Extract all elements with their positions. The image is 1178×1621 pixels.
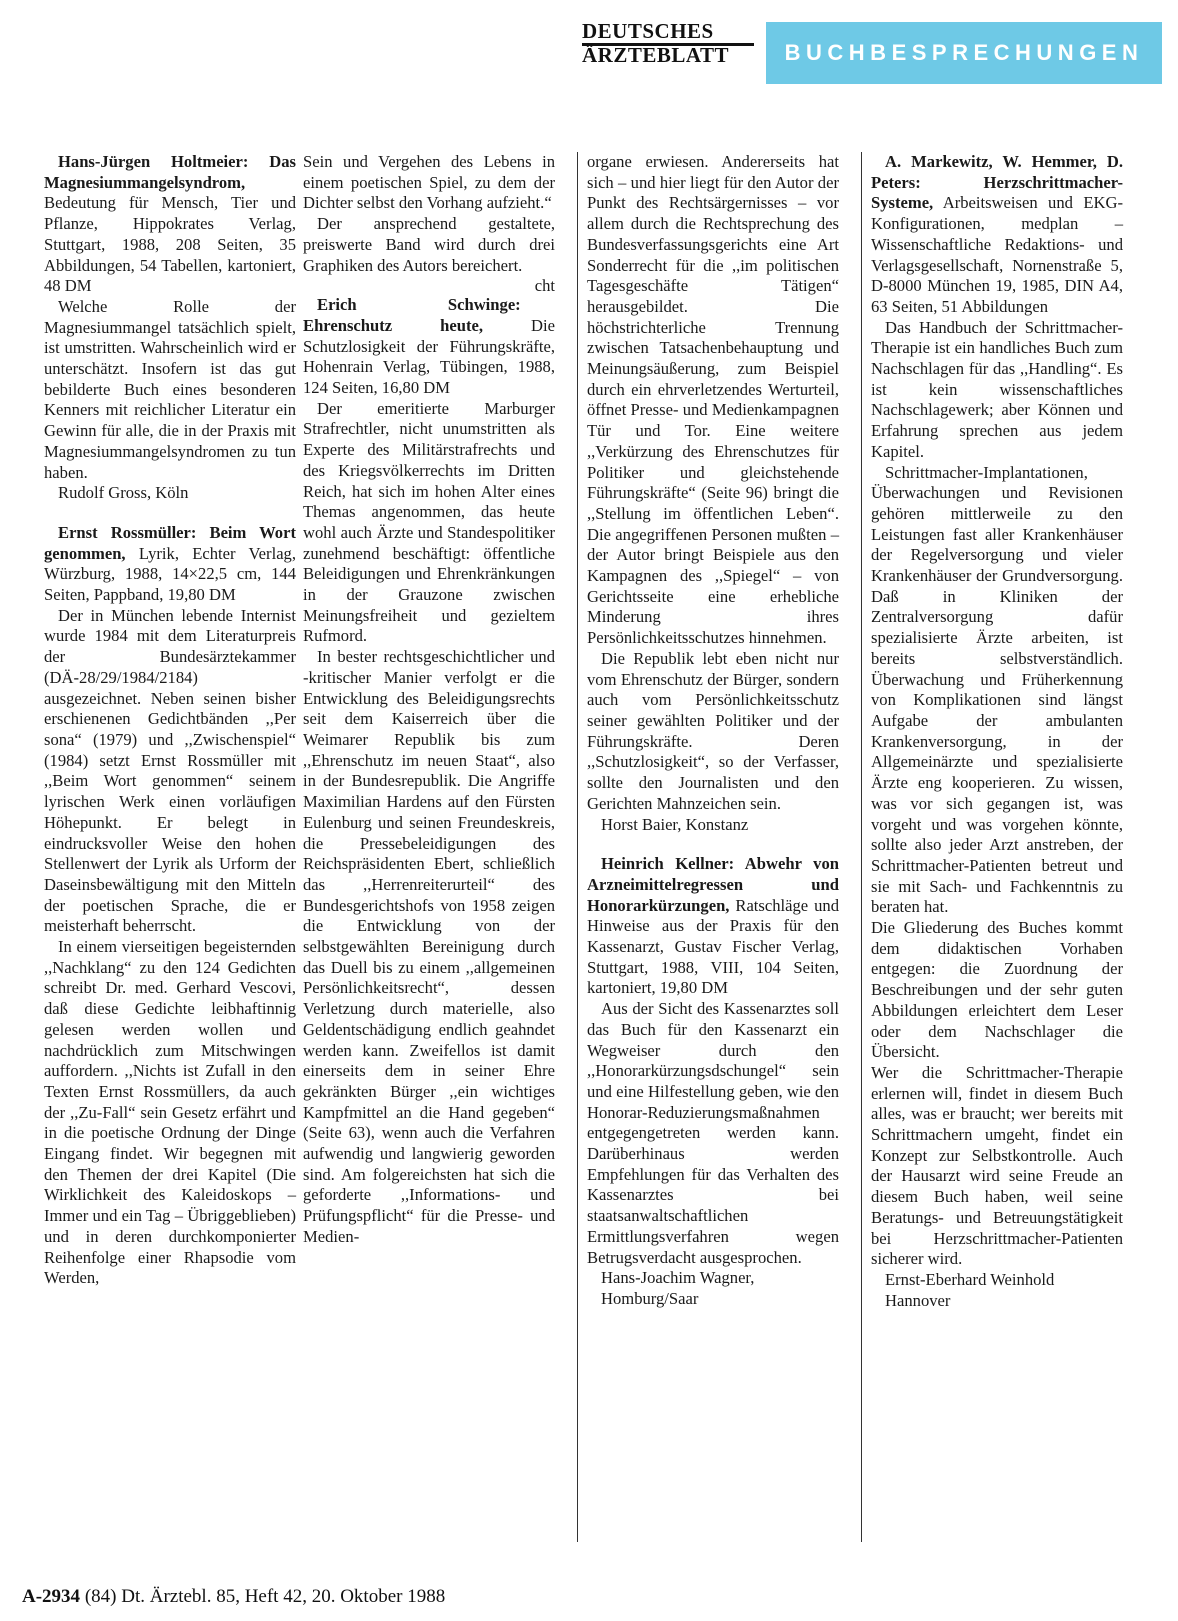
column-divider [861,152,862,1542]
review-paragraph: Wer die Schrittmacher-Therapie erlernen will, findet in diesem Buch alles, was er braucht; wer bereits mit Schrittmachern umgeht, findet ein Konzept zur Selbstkontrolle. Auch der Hausarzt wird seine Freude an diesem Buch haben, weil seine Beratungs- und Betreuungstätigkeit bei Herzschrittmacher-Patienten sicherer wird. [871,1062,1123,1269]
review-signature: Rudolf Gross, Köln [58,483,189,503]
review-paragraph: organe erwiesen. Andererseits hat sich – und hier liegt für den Autor der Punkt des Rechtsärgernisses – vor allem durch die Rechtsprechung des Bundesverfassungsgerichts eine Art Sonderrecht für die ,,im politischen Tagesgeschäfte Tätigen“ herausgebildet. Die höchstrichterliche Trennung zwischen Tatsachenbehauptung und Meinungsäußerung, zum Beispiel durch ein ehrverletzendes Werturteil, öffnet Presse- und Medienkampagnen Tür und Tor. Eine weitere ,,Verkürzung des Ehrenschutzes für Politiker und gleichstehende Führungskräfte“ (Seite 96) bringt die ,,Stellung im öffentlichen Leben“. Die angegriffenen Personen mußten – der Autor bringt Beispiele aus den Kampagnen des ,,Spiegel“ – von Gerichtsseite eine erhebliche Minderung ihres Persönlichkeitsschutzes hinnehmen. [587,152,839,648]
review-paragraph: Die Gliederung des Buches kommt dem didaktischen Vorhaben entgegen: die Zuordnung der Beschreibungen und der sehr guten Abbildungen erleichtert dem Leser oder dem Nachschlager die Übersicht. [871,918,1123,1062]
review-heading: A. Markewitz, W. Hemmer, D. Peters: Herzschrittmacher-Systeme, Arbeitsweisen und EKG-Konfigurationen, medplan – Wissenschaftliche Redaktions- und Verlagsgesellschaft, Nornenstraße 5, D-8000 München 19, 1985, DIN A4, 63 Seiten, 51 Abbildungen [871,152,1123,316]
masthead-line-1: DEUTSCHES [582,19,714,43]
review-heading: Hans-Jürgen Holtmeier: Das Magnesiummangelsyndrom, Bedeutung für Mensch, Tier und Pflanze, Hippokrates Verlag, Stuttgart, 1988, 208 Seiten, 35 Abbildungen, 54 Tabellen, kartoniert, 48 DM [44,152,296,296]
review-paragraph: Welche Rolle der Magnesiummangel tatsächlich spielt, ist umstritten. Wahrscheinlich wird er unterschätzt. Insofern ist das gut bebilderte Buch eines besonderen Kenners mit reichlicher Literatur ein Gewinn für alle, die in der Praxis mit Magnesiummangelsyndromen zu tun haben. [44,296,296,482]
column-3 [587,152,839,1310]
review-signature: Hannover [885,1290,951,1310]
review-paragraph: Die Republik lebt eben nicht nur vom Ehrenschutz der Bürger, sondern auch vom Persönlichkeitsschutz seiner gewählten Politiker und der Führungskräfte. Deren ,,Schutzlosigkeit“, so der Verfasser, sollte den Journalisten und den Gerichten Mahnzeichen sein. [587,648,839,813]
column-4 [871,152,1123,1311]
column-1 [44,152,296,1289]
review-heading: Erich Schwinge: Ehrenschutz heute, Die Schutzlosigkeit der Führungskräfte, Hohenrain Verlag, Tübingen, 1988, 124 Seiten, 16,80 DM [303,295,555,398]
journal-masthead [582,19,764,67]
review-paragraph: Das Handbuch der Schrittmacher-Therapie ist ein handliches Buch zum Nachschlagen für das ,,Handling“. Es ist kein wissenschaftliches Nachschlagewerk; aber Können und Erfahrung sprechen aus jedem Kapitel. [871,317,1123,461]
review-paragraph: Schrittmacher-Implantationen, Überwachungen und Revisionen gehören mittlerweile zu den Leistungen fast aller Krankenhäuser der Regelversorgung und vieler Krankenhäuser der Grundversorgung. Daß in Kliniken der Zentralversorgung dafür spezialisierte Ärzte arbeiten, ist bereits selbstverständlich. Überwachung und Früherkennung von Komplikationen sind längst Aufgabe der ambulanten Krankenversorgung, in der Allgemeinärzte und spezialisierte Ärzte eng kooperieren. Zu wissen, was vor sich gegangen ist, was vorgeht und was vorgehen könnte, sollte also jeder Arzt anstreben, der Schrittmacher-Patienten betreut und sie mit Sach- und Fachkenntnis zu beraten hat. [871,462,1123,917]
review-heading: Heinrich Kellner: Abwehr von Arzneimittelregressen und Honorarkürzungen, Ratschläge und Hinweise aus der Praxis für den Kassenarzt, Gustav Fischer Verlag, Stuttgart, 1988, VIII, 104 Seiten, kartoniert, 19,80 DM [587,854,839,998]
review-signature: Ernst-Eberhard Weinhold [885,1269,1055,1289]
review-paragraph: In bester rechtsgeschichtlicher und -kritischer Manier verfolgt er die Entwicklung des Beleidigungsrechts seit dem Kaiserreich über die Weimarer Republik bis zum ,,Ehrenschutz im neuen Staat“, also in der Bundesrepublik. Die Angriffe Maximilian Hardens auf den Fürsten Eulenburg und seinen Freundeskreis, die Pressebeleidigungen des Reichspräsidenten Ebert, schließlich das ,,Herrenreiterurteil“ des Bundesgerichtshofs von 1958 zeigen die Entwicklung von der selbstgewählten Bereinigung durch das Duell bis zu einem ,,allgemeinen Persönlichkeitsrecht“, dessen Verletzung durch materielle, also Geldentschädigung endlich geahndet werden kann. Zweifellos ist damit einerseits dem in seiner Ehre gekränkten Bürger ,,ein wichtiges Kampfmittel an die Hand gegeben“ (Seite 63), wenn auch die Verfahren aufwendig und langwierig geworden sind. Am folgereichsten hat sich die geforderte ,,Informations- und Prüfungspflicht“ für die Presse- und Medien- [303,647,555,1246]
page-number: A-2934 [22,1586,81,1607]
review-paragraph: Der in München lebende Internist wurde 1984 mit dem Literaturpreis der Bundesärztekammer (DÄ-28/29/1984/2184) ausgezeichnet. Neben seinen bisher erschienenen Gedichtbänden ,,Per sona“ (1979) und ,,Zwischenspiel“ (1984) setzt Ernst Rossmüller mit ,,Beim Wort genommen“ seinem lyrischen Werk einen vorläufigen Höhepunkt. Er belegt in eindrucksvoller Weise den hohen Stellenwert der Lyrik als Urform der Daseinsbewältigung mit den Mitteln der poetischen Sprache, die er meisterhaft beherrscht. [44,605,296,936]
review-signature: cht [534,276,555,296]
review-paragraph: Sein und Vergehen des Lebens in einem poetischen Spiel, zu dem der Dichter selbst den Vorhang aufzieht.“ [303,152,555,213]
review-paragraph: Der ansprechend gestaltete, preiswerte Band wird durch drei Graphiken des Autors bereichert. cht [303,214,555,296]
masthead-line-2: ÄRZTEBLATT [582,43,729,67]
review-signature: Horst Baier, Konstanz [601,814,749,834]
issue-citation: (84) Dt. Ärztebl. 85, Heft 42, 20. Oktober 1988 [84,1586,446,1607]
review-paragraph: In einem vierseitigen begeisternden ,,Nachklang“ zu den 124 Gedichten schreibt Dr. med. Gerhard Vescovi, daß diese Gedichte leibhaftinnig gelesen werden wollen und nachdrücklich zum Mitschwingen auffordern. ,,Nichts ist Zufall in den Texten Ernst Rossmüllers, da auch der ,,Zu-Fall“ sein Gesetz erfährt und in die poetische Ordnung der Dinge Eingang findet. Wir begegnen mit den Themen der drei Kapitel (Die Wirklichkeit des Kaleidoskops – Immer und ein Tag – Übriggeblieben) und in deren durchkomponierter Reihenfolge einer Rhapsodie vom Werden, [44,937,296,1288]
column-divider [577,152,578,1542]
section-tab: BUCHBESPRECHUNGEN [766,22,1162,84]
review-paragraph: Der emeritierte Marburger Strafrechtler, nicht unumstritten als Experte des Militärstrafrechts und des Kriegsvölkerrechts im Dritten Reich, hat sich im hohen Alter eines Themas angenommen, das heute wohl auch Ärzte und Standespolitiker zunehmend beschäftigt: öffentliche Beleidigungen und Ehrenkränkungen in der Grauzone zwischen Meinungsfreiheit und gezieltem Rufmord. [303,398,555,646]
review-heading: Ernst Rossmüller: Beim Wort genommen, Lyrik, Echter Verlag, Würzburg, 1988, 14×22,5 cm, 144 Seiten, Pappband, 19,80 DM [44,522,296,605]
column-2 [303,152,555,1248]
review-paragraph: Aus der Sicht des Kassenarztes soll das Buch für den Kassenarzt ein Wegweiser durch den ,,Honorarkürzungsdschungel“ sein und eine Hilfestellung geben, wie den Honorar-Reduzierungsmaßnahmen entgegengetreten werden kann. Darüberhinaus werden Empfehlungen für das Verhalten des Kassenarztes bei staatsanwaltschaftlichen Ermittlungsverfahren wegen Betrugsverdacht ausgesprochen. [587,999,839,1267]
review-signature: Homburg/Saar [601,1288,699,1308]
review-signature: Hans-Joachim Wagner, [601,1268,755,1288]
page-footer [22,1586,445,1608]
